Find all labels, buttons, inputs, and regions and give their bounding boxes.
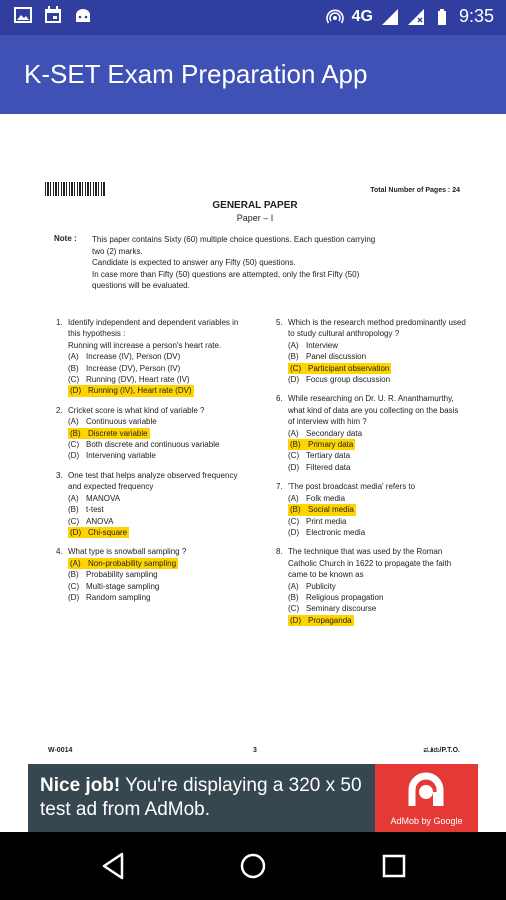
option-content (288, 504, 356, 515)
option-content (288, 340, 338, 351)
answer-option-highlighted (288, 615, 466, 626)
option-letter: (D) (288, 462, 300, 472)
option-text: Chi-square (88, 527, 128, 537)
question-header (56, 405, 246, 416)
option-text: Secondary data (306, 428, 363, 438)
question-number: 8. (276, 547, 283, 557)
option-content (288, 462, 350, 473)
ad-bold-text: Nice job! (40, 775, 121, 796)
option-letter: (B) (68, 570, 79, 580)
option-content (288, 581, 336, 592)
answer-option (68, 439, 246, 450)
paper-code: W-0014 (48, 747, 73, 754)
option-content (288, 527, 365, 538)
answer-option (68, 592, 246, 603)
answer-option-highlighted (68, 428, 246, 439)
option-content (288, 603, 376, 614)
barcode (45, 182, 105, 196)
option-content (68, 439, 219, 450)
option-text: Probability sampling (86, 570, 158, 580)
answer-option-highlighted (68, 558, 246, 569)
option-text: Electronic media (306, 527, 366, 537)
option-letter: (A) (68, 417, 79, 427)
question-number: 3. (56, 470, 63, 480)
note-line: questions will be evaluated. (92, 281, 190, 290)
question-text: 'The post broadcast media' refers to (288, 482, 416, 492)
answer-option (288, 340, 466, 351)
paper-title: GENERAL PAPER (212, 200, 298, 211)
answer-option (288, 603, 466, 614)
question-header (56, 317, 246, 340)
option-content (288, 592, 383, 603)
home-icon[interactable] (237, 850, 269, 882)
option-letter: (C) (68, 440, 80, 450)
answer-option (68, 493, 246, 504)
option-content (288, 450, 350, 461)
answer-option (68, 416, 246, 427)
option-text: Participant observation (308, 363, 390, 373)
answer-option (288, 592, 466, 603)
option-text: Social media (308, 505, 354, 515)
answer-option-highlighted (68, 385, 246, 396)
answer-option (68, 516, 246, 527)
back-icon[interactable] (98, 850, 130, 882)
option-letter: (C) (288, 604, 300, 614)
option-content (68, 351, 180, 362)
option-text: Primary data (308, 440, 354, 450)
answer-option (288, 351, 466, 362)
option-text: Publicity (306, 581, 336, 591)
questions-column-left (56, 317, 246, 611)
option-letter: (D) (288, 527, 300, 537)
answer-option (288, 527, 466, 538)
question-item (276, 546, 466, 626)
answer-option (68, 581, 246, 592)
option-content (68, 581, 159, 592)
note-text (92, 234, 462, 292)
answer-option (288, 493, 466, 504)
answer-option (68, 363, 246, 374)
admob-logo-icon (406, 770, 446, 810)
question-header (276, 546, 466, 580)
question-number: 6. (276, 394, 283, 404)
answer-option-highlighted (288, 439, 466, 450)
exam-paper-image (40, 182, 470, 762)
option-letter: (B) (288, 592, 299, 602)
option-text: Tertiary data (306, 451, 351, 461)
recents-icon[interactable] (378, 850, 410, 882)
option-letter: (D) (288, 375, 300, 385)
option-content (68, 558, 178, 569)
option-text: Print media (306, 516, 347, 526)
option-text: Focus group discussion (306, 375, 391, 385)
option-letter: (A) (288, 428, 299, 438)
option-text: ANOVA (86, 516, 114, 526)
option-letter: (D) (68, 592, 80, 602)
note-line: In case more than Fifty (50) questions are attempted, only the first Fifty (50) (92, 269, 360, 279)
question-header (276, 481, 466, 492)
signal-icon-2 (407, 8, 425, 26)
image-icon (14, 6, 32, 24)
question-number: 5. (276, 318, 283, 327)
answer-option-highlighted (288, 363, 466, 374)
option-content (288, 439, 355, 450)
note-line: two (2) marks. (92, 246, 143, 256)
note-line: Candidate is expected to answer any Fifty (50) questions. (92, 258, 296, 267)
paper-subtitle: Paper – I (236, 213, 274, 223)
option-content (288, 428, 362, 439)
option-text: Continuous variable (86, 417, 157, 427)
question-item (56, 546, 246, 603)
network-type-label: 4G (351, 7, 373, 25)
option-content (288, 493, 345, 504)
option-letter: (D) (70, 386, 82, 396)
question-header (56, 546, 246, 557)
note-line: This paper contains Sixty (60) multiple choice questions. Each question carrying (92, 235, 376, 244)
question-header (276, 317, 466, 340)
option-content (68, 416, 157, 427)
option-content (288, 615, 354, 626)
question-statement: Running will increase a person's heart rate. (68, 340, 222, 350)
option-letter: (B) (288, 352, 299, 362)
option-letter: (C) (290, 363, 302, 373)
option-content (68, 363, 180, 374)
answer-option (288, 516, 466, 527)
option-text: Random sampling (86, 592, 151, 602)
question-number: 7. (276, 482, 283, 492)
option-text: Panel discussion (306, 352, 367, 362)
status-bar (0, 0, 506, 35)
option-text: MANOVA (86, 493, 121, 503)
option-text: Non-probability sampling (88, 558, 177, 568)
option-content (68, 428, 150, 439)
answer-option (288, 374, 466, 385)
option-text: Folk media (306, 493, 346, 503)
option-content (68, 516, 113, 527)
option-text: Running (IV), Heart rate (DV) (88, 386, 192, 396)
question-item (276, 393, 466, 473)
option-content (68, 374, 190, 385)
page-number: 3 (253, 747, 257, 754)
option-text: Propaganda (308, 615, 352, 625)
question-text: What type is snowball sampling ? (68, 547, 187, 557)
option-text: Filtered data (306, 462, 351, 472)
battery-icon (433, 8, 451, 26)
option-letter: (A) (68, 352, 79, 362)
option-letter: (D) (68, 451, 80, 461)
question-number: 1. (56, 318, 63, 327)
pto-label: ಪ.ತಿರು/P.T.O. (423, 747, 460, 754)
option-text: Both discrete and continuous variable (86, 440, 220, 450)
answer-option (288, 450, 466, 461)
answer-option-highlighted (288, 504, 466, 515)
option-letter: (D) (290, 615, 302, 625)
option-content (68, 493, 120, 504)
option-letter: (B) (70, 428, 81, 438)
calendar-icon (44, 6, 62, 24)
question-text: The technique that was used by the Roman Catholic Church in 1622 to propagate the faith came to be known as (288, 547, 452, 580)
hotspot-icon (326, 8, 344, 26)
option-content (68, 504, 104, 515)
admob-logo[interactable] (375, 764, 478, 832)
app-title: K-SET Exam Preparation App (24, 59, 368, 89)
answer-option (68, 504, 246, 515)
option-letter: (C) (288, 451, 300, 461)
admob-banner[interactable] (28, 764, 478, 832)
question-text: Identify independent and dependent variables in this hypothesis : (68, 318, 239, 339)
option-text: Religious propagation (306, 592, 384, 602)
option-letter: (B) (290, 440, 301, 450)
total-pages-label: Total Number of Pages : 24 (370, 187, 460, 194)
option-text: Running (DV), Heart rate (IV) (86, 375, 190, 385)
option-letter: (A) (288, 581, 299, 591)
option-letter: (C) (68, 581, 80, 591)
answer-option (68, 351, 246, 362)
option-content (68, 527, 129, 538)
option-letter: (A) (288, 493, 299, 503)
option-text: Intervening variable (86, 451, 156, 461)
question-item (276, 481, 466, 538)
option-content (288, 516, 346, 527)
option-letter: (B) (68, 505, 79, 515)
option-text: Discrete variable (88, 428, 148, 438)
option-content (288, 374, 390, 385)
option-text: Increase (DV), Person (IV) (86, 363, 181, 373)
answer-option (288, 428, 466, 439)
option-content (288, 363, 391, 374)
ad-body-text: You're displaying a 320 x 50 test ad from AdMob. (40, 775, 362, 820)
option-letter: (B) (290, 505, 301, 515)
question-text: Cricket score is what kind of variable ? (68, 405, 205, 415)
option-text: Multi-stage sampling (86, 581, 160, 591)
option-content (68, 450, 156, 461)
question-header (56, 470, 246, 493)
option-text: Seminary discourse (306, 604, 377, 614)
option-text: Interview (306, 340, 339, 350)
option-content (68, 385, 194, 396)
app-bar (0, 35, 506, 114)
answer-option (68, 450, 246, 461)
answer-option (288, 581, 466, 592)
option-letter: (A) (70, 558, 81, 568)
question-item (56, 470, 246, 538)
answer-option (68, 569, 246, 580)
option-content (68, 569, 158, 580)
navigation-bar (0, 832, 506, 900)
question-text: While researching on Dr. U. R. Ananthamurthy, what kind of data are you collecting on the basis of interview with him ? (288, 394, 459, 427)
option-letter: (C) (68, 375, 80, 385)
answer-option (68, 374, 246, 385)
clock: 9:35 (458, 6, 494, 26)
option-letter: (B) (68, 363, 79, 373)
question-item (276, 317, 466, 385)
option-letter: (D) (70, 527, 82, 537)
question-text: Which is the research method predominantly used to study cultural anthropology ? (288, 318, 466, 339)
answer-option (288, 462, 466, 473)
option-content (288, 351, 366, 362)
answer-option-highlighted (68, 527, 246, 538)
questions-column-right (276, 317, 466, 634)
question-number: 2. (56, 405, 63, 415)
option-letter: (A) (68, 493, 79, 503)
option-letter: (C) (288, 516, 300, 526)
option-text: Increase (IV), Person (DV) (86, 352, 181, 362)
question-item (56, 317, 246, 397)
option-text: t-test (86, 505, 104, 515)
android-icon (74, 6, 92, 24)
signal-icon (381, 8, 399, 26)
note-label: Note : (54, 234, 77, 243)
question-item (56, 405, 246, 462)
question-header (276, 393, 466, 427)
content-area[interactable] (0, 114, 506, 764)
option-content (68, 592, 150, 603)
option-letter: (A) (288, 340, 299, 350)
question-text: One test that helps analyze observed frequency and expected frequency (68, 470, 238, 492)
admob-logo-text: AdMob by Google (390, 816, 463, 826)
ad-text (40, 774, 370, 822)
question-number: 4. (56, 547, 63, 557)
option-letter: (C) (68, 516, 80, 526)
